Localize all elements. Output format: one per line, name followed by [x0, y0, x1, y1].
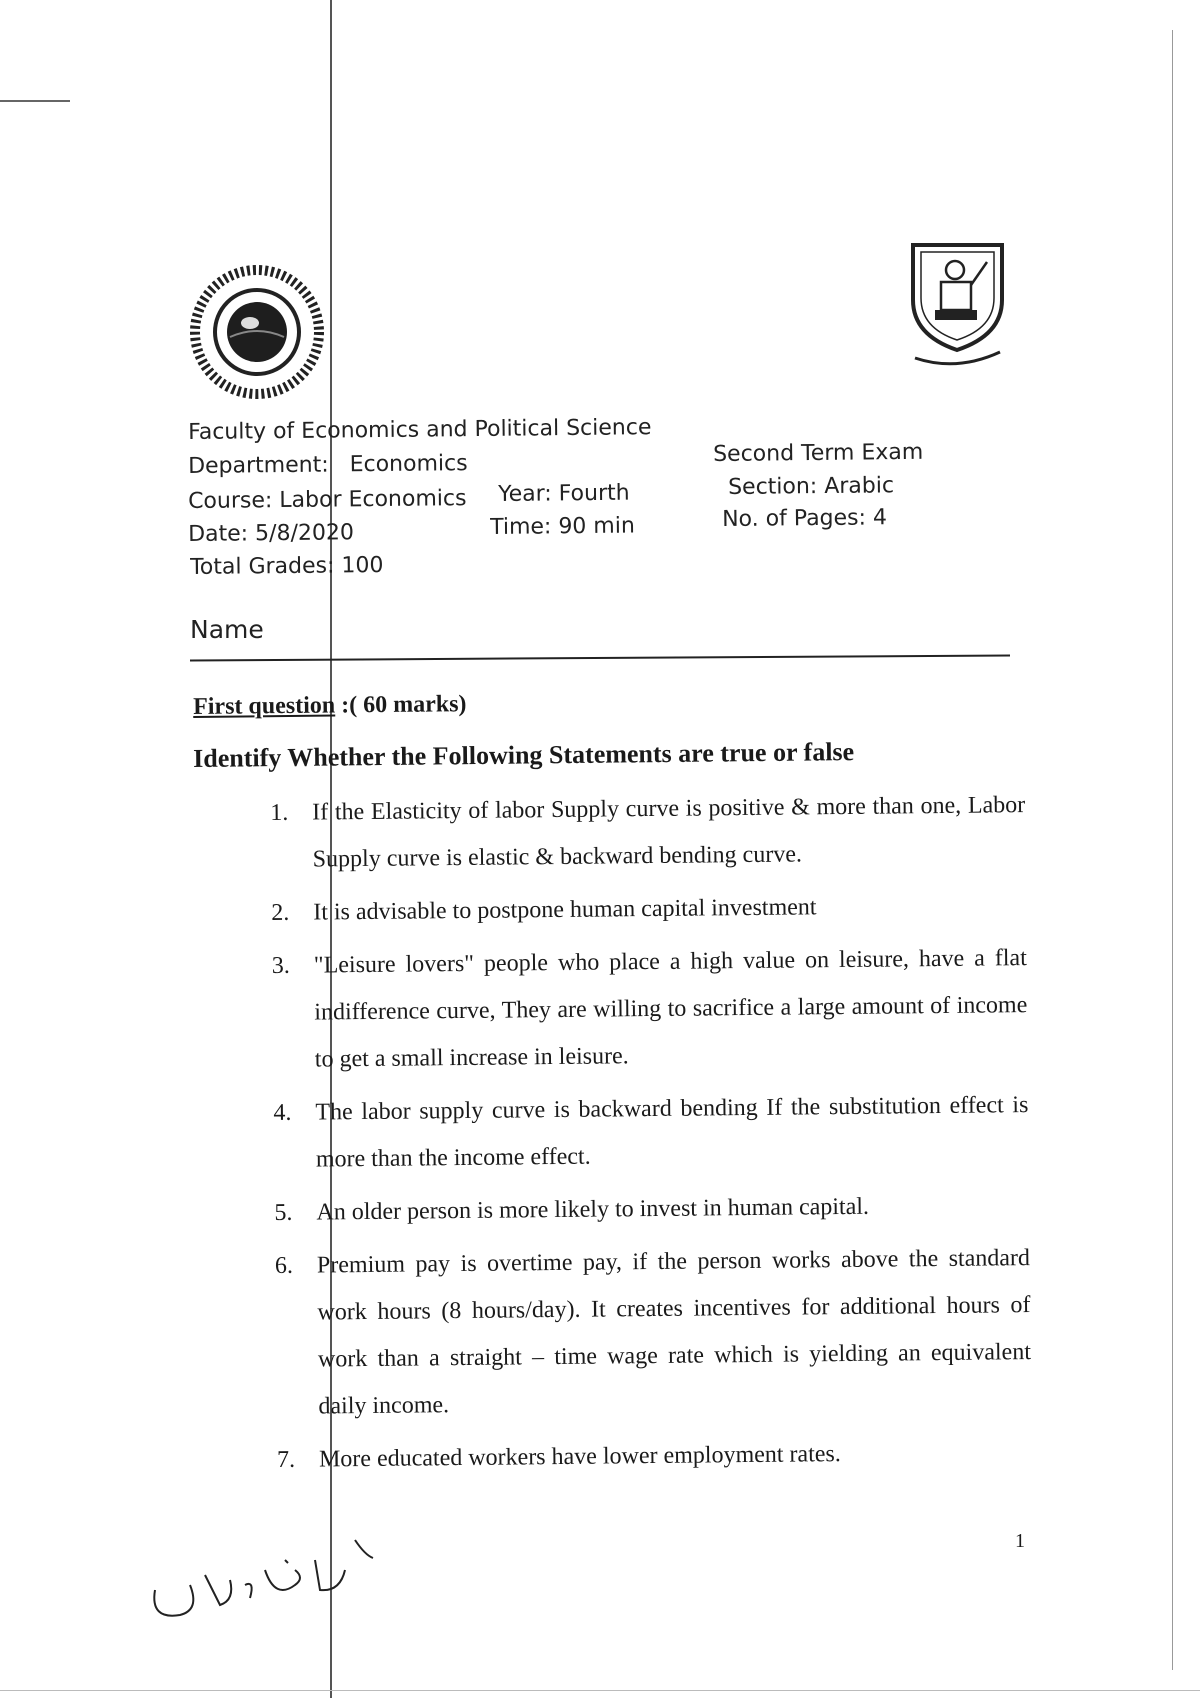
statement-text: If the Elasticity of labor Supply curve is positive & more than one, Labor Supply curve is elastic & backward bending curve.	[312, 792, 1026, 873]
statement-text: "Leisure lovers" people who place a high value on leisure, have a flat indifference curve, They are willing to sacrifice a large amount of income to get a small increase in leisure.	[313, 945, 1028, 1073]
statement-item	[275, 1235, 1032, 1431]
statement-text: More educated workers have lower employment rates.	[318, 1441, 841, 1473]
statement-number: 4.	[273, 1099, 292, 1126]
time-line: Time: 90 min	[490, 513, 635, 540]
department-line	[188, 451, 468, 479]
statement-text: The labor supply curve is backward bending If the substitution effect is more than the income effect.	[315, 1092, 1029, 1173]
question-marks: :( 60 marks)	[335, 691, 467, 719]
scan-edge-right	[1172, 30, 1173, 1670]
statement-text: It is advisable to postpone human capital investment	[313, 894, 817, 926]
statement-number: 5.	[274, 1199, 293, 1226]
question-title: First question	[193, 692, 336, 720]
statement-number: 1.	[270, 799, 289, 826]
scan-mark-left	[0, 100, 70, 102]
statement-number: 3.	[271, 952, 290, 979]
year-line: Year: Fourth	[498, 480, 630, 507]
statement-item	[272, 935, 1028, 1084]
name-label: Name	[190, 615, 264, 644]
date-line: Date: 5/8/2020	[188, 520, 355, 547]
question-instruction: Identify Whether the Following Statements are true or false	[193, 737, 855, 773]
scan-edge-bottom	[0, 1690, 1200, 1691]
total-grades-line: Total Grades: 100	[190, 552, 384, 580]
department-label: Department:	[188, 452, 329, 479]
faculty-name: Faculty of Economics and Political Science	[188, 415, 652, 445]
faculty-seal-logo	[190, 265, 325, 400]
course-line: Course: Labor Economics	[188, 486, 467, 514]
student-name-row	[190, 615, 1010, 644]
statement-item	[273, 1082, 1029, 1184]
statement-number: 7.	[276, 1446, 296, 1473]
statement-list	[270, 782, 1032, 1484]
statement-item	[270, 782, 1026, 884]
statement-text: An older person is more likely to invest in human capital.	[316, 1193, 870, 1226]
exam-page-count: No. of Pages: 4	[722, 505, 888, 532]
statement-text: Premium pay is overtime pay, if the person works above the standard work hours (8 hours/day). It creates incentives for additional hours of work than a straight – time wage rate which is yielding an equivalent daily income.	[316, 1245, 1032, 1420]
department-value: Economics	[349, 451, 468, 478]
statement-number: 6.	[274, 1252, 294, 1279]
exam-term: Second Term Exam	[713, 439, 924, 467]
page-number: 1	[1015, 1530, 1025, 1552]
statement-item	[277, 1429, 1032, 1484]
statement-item	[274, 1182, 1029, 1237]
question-heading	[193, 691, 467, 721]
exam-section: Section: Arabic	[728, 473, 895, 500]
statement-item	[271, 882, 1026, 937]
handwritten-signature	[145, 1530, 385, 1630]
statement-number: 2.	[271, 899, 290, 926]
name-underline[interactable]	[190, 654, 1010, 661]
university-shield-logo	[905, 240, 1010, 370]
